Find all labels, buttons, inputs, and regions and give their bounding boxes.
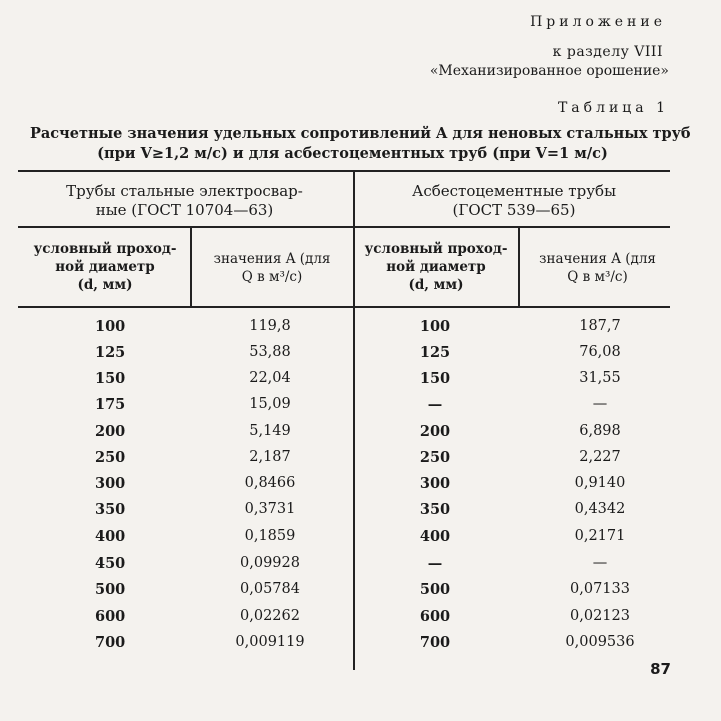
asbestos-diameter: — [427, 555, 443, 572]
table-row [0, 555, 721, 581]
steel-resistance: 2,187 [249, 449, 291, 465]
asbestos-diameter: 100 [419, 318, 451, 335]
steel-diameter: 125 [95, 344, 126, 361]
steel-diameter: 250 [95, 449, 126, 466]
page-number: 87 [650, 660, 671, 678]
asbestos-resistance: 0,02123 [570, 608, 630, 624]
steel-pipes-group-header [22, 182, 347, 220]
table-row [0, 581, 721, 607]
asbestos-diameter: 125 [419, 344, 451, 361]
asbestos-resistance: 0,4342 [574, 501, 626, 517]
steel-resistance: 5,149 [249, 423, 291, 439]
asbestos-resistance: 2,227 [579, 449, 621, 465]
value-header-line-2: Q в м³/с) [567, 269, 628, 285]
diameter-header-line-1: условный проход- [33, 241, 177, 257]
value-header-line-1: значения A (для [539, 251, 656, 267]
asbestos-resistance: 187,7 [579, 318, 621, 334]
steel-group-line-2: ные (ГОСТ 10704—63) [95, 201, 274, 219]
asbestos-resistance: 0,2171 [574, 528, 626, 544]
steel-resistance: 53,88 [249, 344, 291, 360]
table-row [0, 475, 721, 501]
steel-resistance: 0,1859 [244, 528, 296, 544]
table-row [0, 423, 721, 449]
caption-line-2: (при V≥1,2 м/с) и для асбестоцементных труб (при V=1 м/с) [97, 145, 608, 162]
asbestos-resistance: — [592, 396, 608, 412]
diameter-header-line-1: условный проход- [364, 241, 508, 257]
steel-diameter: 400 [95, 528, 126, 545]
asbestos-value-header [520, 250, 675, 286]
steel-resistance: 0,05784 [240, 581, 300, 597]
asbestos-resistance: 0,9140 [574, 475, 626, 491]
steel-diameter: 700 [95, 634, 126, 651]
steel-diameter: 150 [95, 370, 126, 387]
asbestos-diameter: 700 [419, 634, 451, 651]
steel-diameter: 200 [95, 423, 126, 440]
steel-resistance: 0,02262 [240, 608, 300, 624]
steel-value-header [192, 250, 352, 286]
steel-resistance: 0,009119 [235, 634, 305, 650]
section-name: «Механизированное орошение» [429, 63, 669, 79]
asbestos-resistance: 6,898 [579, 423, 621, 439]
steel-diameter: 500 [95, 581, 126, 598]
steel-diameter: 600 [95, 608, 126, 625]
steel-resistance: 0,8466 [244, 475, 296, 491]
steel-diameter: 175 [95, 396, 126, 413]
asbestos-group-line-2: (ГОСТ 539—65) [452, 201, 576, 219]
steel-diameter: 350 [95, 501, 126, 518]
table-row [0, 528, 721, 554]
table-label: Таблица 1 [557, 100, 669, 116]
table-caption [30, 124, 691, 164]
asbestos-diameter: 600 [419, 608, 451, 625]
caption-line-1: Расчетные значения удельных сопротивлений A для неновых стальных труб [30, 125, 691, 142]
asbestos-diameter: — [427, 396, 443, 413]
steel-diameter-header [22, 240, 188, 294]
steel-resistance: 119,8 [249, 318, 291, 334]
steel-diameter: 450 [95, 555, 126, 572]
table-top-rule [18, 170, 670, 172]
steel-diameter: 300 [95, 475, 126, 492]
asbestos-resistance: 76,08 [579, 344, 621, 360]
asbestos-diameter: 200 [419, 423, 451, 440]
asbestos-diameter: 400 [419, 528, 451, 545]
asbestos-pipes-group-header [358, 182, 670, 220]
steel-group-line-1: Трубы стальные электросвар- [66, 182, 303, 200]
group-header-rule [18, 226, 670, 228]
diameter-header-line-2: ной диаметр [386, 259, 486, 275]
asbestos-diameter: 350 [419, 501, 451, 518]
table-row [0, 318, 721, 344]
table-row [0, 501, 721, 527]
diameter-header-line-2: ной диаметр [55, 259, 155, 275]
asbestos-diameter: 250 [419, 449, 451, 466]
steel-diameter: 100 [95, 318, 126, 335]
table-row [0, 608, 721, 634]
value-header-line-1: значения A (для [213, 251, 331, 267]
table-row [0, 344, 721, 370]
table-row [0, 370, 721, 396]
asbestos-diameter: 300 [419, 475, 451, 492]
diameter-header-line-3: (d, мм) [408, 277, 464, 293]
asbestos-resistance: 0,07133 [570, 581, 630, 597]
diameter-header-line-3: (d, мм) [77, 277, 133, 293]
steel-resistance: 0,3731 [244, 501, 296, 517]
appendix-heading: Приложение [530, 14, 666, 30]
asbestos-resistance: 0,009536 [565, 634, 635, 650]
table-row [0, 449, 721, 475]
table-row [0, 396, 721, 422]
asbestos-resistance: — [592, 555, 608, 571]
steel-resistance: 22,04 [249, 370, 291, 386]
asbestos-diameter: 150 [419, 370, 451, 387]
table-row [0, 634, 721, 660]
steel-resistance: 0,09928 [240, 555, 300, 571]
asbestos-group-line-1: Асбестоцементные трубы [411, 182, 617, 200]
value-header-line-2: Q в м³/с) [241, 269, 303, 285]
section-reference: к разделу VIII [552, 44, 663, 60]
asbestos-diameter-header [356, 240, 516, 294]
steel-resistance: 15,09 [249, 396, 291, 412]
subheader-bottom-rule [18, 306, 670, 308]
asbestos-resistance: 31,55 [579, 370, 621, 386]
asbestos-diameter: 500 [419, 581, 451, 598]
